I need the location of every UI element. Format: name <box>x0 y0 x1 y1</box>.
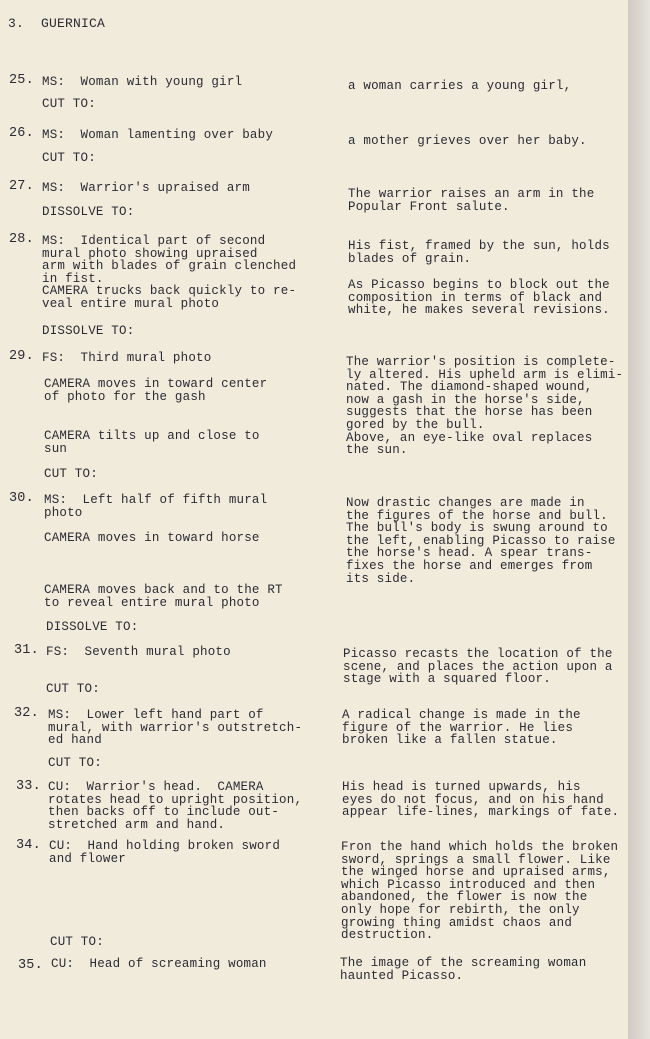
scene-number: 34. <box>16 838 41 853</box>
narration: His head is turned upwards, his eyes do not focus, and on his hand appear life-lines, markings of fate. <box>342 780 620 820</box>
transition: CUT TO: <box>50 935 104 949</box>
scene-number: 31. <box>14 643 39 658</box>
narration: a mother grieves over her baby. <box>348 134 587 148</box>
narration: His fist, framed by the sun, holds blades of grain. <box>348 239 610 266</box>
scene-number: 29. <box>9 349 34 364</box>
scene-number: 30. <box>9 491 34 506</box>
narration: The warrior's position is complete- ly altered. His upheld arm is elimi- nated. The diamond-shaped wound, now a gash in the horse's side, suggests that the horse has been gored by the bull. Above, an eye-like oval replaces the sun. <box>346 355 624 458</box>
scene-number: 25. <box>9 73 34 88</box>
shot-description: MS: Left half of fifth mural photo <box>44 493 268 520</box>
shot-description: CU: Warrior's head. CAMERA rotates head to upright position, then backs off to include out- stretched arm and hand. <box>48 780 303 832</box>
page-number: 3. <box>8 16 25 31</box>
transition: DISSOLVE TO: <box>46 620 139 634</box>
narration: Now drastic changes are made in the figures of the horse and bull. The bull's body is swung around to the left, enabling Picasso to raise the horse's head. A spear trans- fixes the horse and emerges from its side. <box>346 496 616 586</box>
narration: A radical change is made in the figure of the warrior. He lies broken like a fallen statue. <box>342 708 581 748</box>
transition: CUT TO: <box>42 97 96 111</box>
narration: The warrior raises an arm in the Popular Front salute. <box>348 187 595 214</box>
scene-number: 26. <box>9 126 34 141</box>
shot-description: FS: Third mural photo <box>42 351 212 365</box>
scene-number: 27. <box>9 179 34 194</box>
shot-description: MS: Lower left hand part of mural, with warrior's outstretch- ed hand <box>48 708 303 748</box>
transition: CUT TO: <box>44 467 98 481</box>
camera-direction: CAMERA moves in toward center of photo for the gash <box>44 377 268 404</box>
scene-number: 32. <box>14 706 39 721</box>
shot-description: MS: Woman with young girl <box>42 75 243 89</box>
camera-direction: CAMERA moves back and to the RT to reveal entire mural photo <box>44 583 283 610</box>
camera-direction: CAMERA moves in toward horse <box>44 531 260 545</box>
narration: The image of the screaming woman haunted Picasso. <box>340 956 587 983</box>
transition: DISSOLVE TO: <box>42 205 135 219</box>
transition: CUT TO: <box>48 756 102 770</box>
narration: a woman carries a young girl, <box>348 79 572 93</box>
camera-direction: CAMERA tilts up and close to sun <box>44 429 260 456</box>
transition: CUT TO: <box>42 151 96 165</box>
narration: Picasso recasts the location of the scene, and places the action upon a stage with a squared floor. <box>343 647 613 687</box>
transition: DISSOLVE TO: <box>42 324 135 338</box>
transition: CUT TO: <box>46 682 100 696</box>
shot-description: CU: Hand holding broken sword and flower <box>49 839 281 866</box>
narration: Fron the hand which holds the broken sword, springs a small flower. Like the winged horse and upraised arms, which Picasso introduced and then abandoned, the flower is now the only hope for rebirth, the only growing thing amidst chaos and destruction. <box>341 840 619 943</box>
shot-description: MS: Warrior's upraised arm <box>42 181 250 195</box>
page-title: GUERNICA <box>41 16 106 31</box>
shot-description: MS: Woman lamenting over baby <box>42 128 274 142</box>
scene-number: 28. <box>9 232 34 247</box>
shot-description: MS: Identical part of second mural photo showing upraised arm with blades of grain clenched in fist. CAMERA trucks back quickly to re- veal entire mural photo <box>42 234 297 311</box>
shot-description: CU: Head of screaming woman <box>51 957 267 971</box>
narration: As Picasso begins to block out the composition in terms of black and white, he makes several revisions. <box>348 278 610 318</box>
shot-description: FS: Seventh mural photo <box>46 645 231 659</box>
scene-number: 35. <box>18 958 43 973</box>
scene-number: 33. <box>16 779 41 794</box>
paper-edge-background <box>628 0 650 1039</box>
